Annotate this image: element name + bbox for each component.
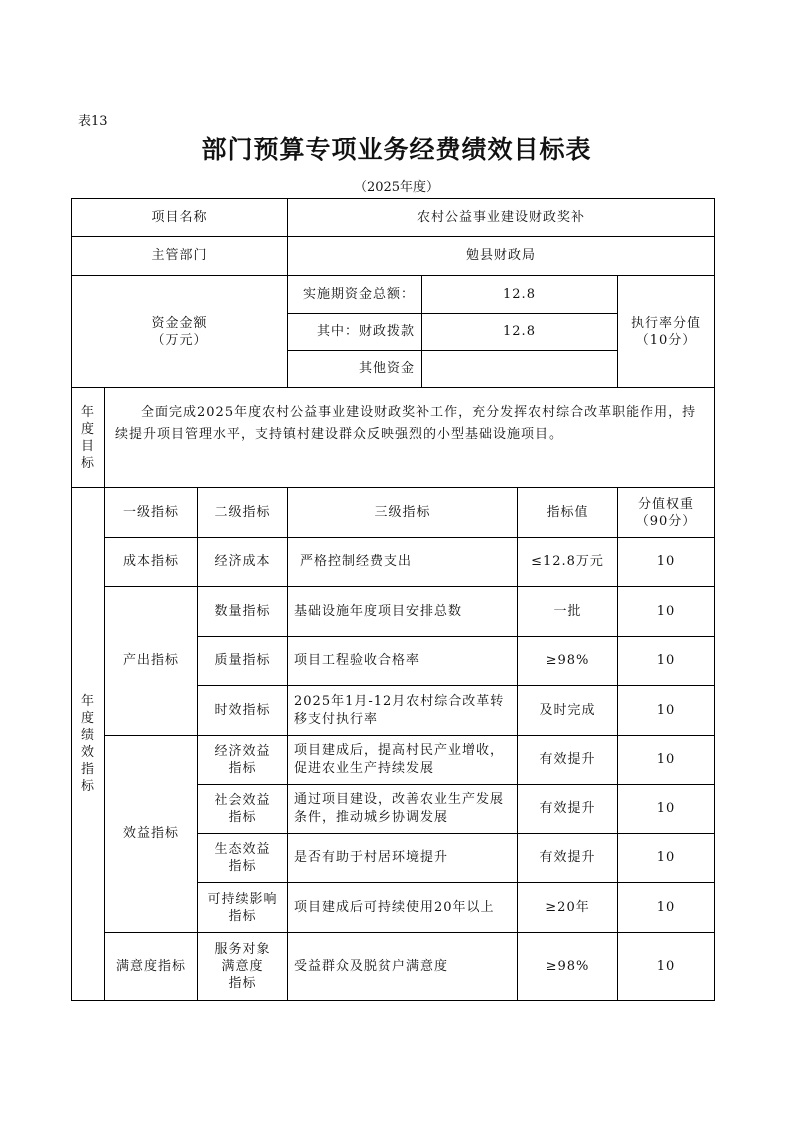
indicator-weight: 10 — [656, 801, 676, 816]
indicator-weight: 10 — [656, 958, 676, 974]
header-level2: 二级指标 — [214, 504, 271, 520]
indicator-value: 有效提升 — [539, 801, 596, 816]
level2-line: 指标 — [228, 761, 257, 776]
level2-line: 可持续影响 — [207, 891, 278, 907]
indicator-level2: 经济成本 — [214, 554, 271, 569]
indicator-level3: 通过项目建设，改善农业生产发展条件，推动城乡协调发展 — [294, 792, 505, 825]
header-level1: 一级指标 — [122, 504, 179, 520]
weight-line2: （90分） — [635, 513, 697, 529]
page-title: 部门预算专项业务经费绩效目标表 — [201, 135, 592, 164]
indicator-value: 有效提升 — [539, 850, 596, 865]
indicator-value: 一批 — [553, 603, 582, 619]
level2-line: 满意度 — [221, 959, 264, 974]
execution-rate-score — [618, 276, 714, 387]
indicator-level3: 是否有助于村居环境提升 — [294, 850, 449, 865]
level2-line: 生态效益 — [214, 842, 271, 857]
project-name-value: 农村公益事业建设财政奖补 — [416, 209, 585, 225]
goal-label-char: 标 — [80, 455, 95, 471]
annual-goal-text: 全面完成2025年度农村公益事业建设财政奖补工作，充分发挥农村综合改革职能作用，持续提升项目管理水平，支持镇村建设群众反映强烈的小型基础设施项目。 — [115, 405, 697, 442]
weight-line1: 分值权重 — [637, 496, 694, 512]
level2-line: 服务对象 — [214, 942, 271, 957]
annual-goal-label — [72, 388, 104, 487]
rate-line2: （10分） — [635, 332, 697, 348]
level1-benefit: 效益指标 — [122, 826, 179, 841]
side-label-char: 指 — [80, 762, 95, 777]
level2-line: 社会效益 — [214, 793, 271, 808]
level2-line: 指标 — [228, 810, 257, 825]
indicator-level2 — [198, 785, 287, 833]
indicator-level2: 质量指标 — [214, 653, 271, 668]
fiscal-funds-label: 其中：财政拨款 — [316, 324, 415, 339]
table-number: 表13 — [78, 114, 108, 129]
indicator-weight: 10 — [656, 653, 676, 668]
indicator-level3: 严格控制经费支出 — [300, 554, 413, 569]
fiscal-year: （2025年度） — [353, 180, 440, 195]
funds-amount-label — [72, 276, 287, 387]
indicator-level2 — [198, 834, 287, 882]
project-name-label: 项目名称 — [151, 209, 208, 225]
level1-satisfaction: 满意度指标 — [115, 958, 186, 974]
level2-line: 指标 — [228, 976, 257, 991]
side-label-char: 绩 — [80, 728, 95, 743]
fiscal-funds-value: 12.8 — [503, 324, 536, 339]
indicator-weight: 10 — [656, 899, 676, 915]
header-value: 指标值 — [546, 504, 589, 520]
funds-label-line2: （万元） — [151, 332, 208, 348]
indicator-level2 — [198, 736, 287, 784]
level1-output: 产出指标 — [122, 653, 179, 668]
performance-indicator-label — [72, 488, 104, 1000]
other-funds-label: 其他资金 — [358, 361, 415, 376]
side-label-char: 标 — [80, 779, 95, 794]
side-label-char: 效 — [80, 745, 95, 760]
goal-label-char: 年 — [80, 404, 95, 420]
indicator-value: ≥98% — [545, 958, 590, 974]
level2-line: 指标 — [228, 859, 257, 874]
other-funds-value — [422, 351, 617, 387]
header-level3: 三级指标 — [374, 504, 431, 520]
indicator-value: 及时完成 — [539, 702, 596, 718]
indicator-level3: 项目建成后，提高村民产业增收，促进农业生产持续发展 — [294, 743, 505, 776]
level2-line: 经济效益 — [214, 744, 271, 759]
indicator-level2 — [198, 933, 287, 1000]
indicator-value: ≤12.8万元 — [531, 554, 604, 569]
header-weight — [618, 488, 714, 537]
funds-label-line1: 资金金额 — [151, 315, 208, 331]
indicator-weight: 10 — [656, 752, 676, 767]
department-value: 勉县财政局 — [465, 248, 536, 263]
indicator-level2 — [198, 883, 287, 932]
indicator-level3: 受益群众及脱贫户满意度 — [294, 958, 449, 974]
indicator-weight: 10 — [656, 554, 676, 569]
indicator-level3: 基础设施年度项目安排总数 — [294, 603, 463, 619]
indicator-level3: 项目建成后可持续使用20年以上 — [294, 899, 495, 915]
indicator-value: ≥98% — [545, 653, 590, 668]
indicator-level3: 2025年1月-12月农村综合改革转移支付执行率 — [294, 693, 505, 727]
rate-line1: 执行率分值 — [630, 315, 701, 331]
indicator-weight: 10 — [656, 702, 676, 718]
goal-label-char: 目 — [80, 438, 95, 454]
level1-cost: 成本指标 — [122, 554, 179, 569]
indicator-weight: 10 — [656, 603, 676, 619]
side-label-char: 年 — [80, 694, 95, 709]
department-label: 主管部门 — [151, 248, 208, 263]
indicator-value: ≥20年 — [545, 899, 590, 915]
indicator-level2: 数量指标 — [214, 603, 271, 619]
indicator-level2: 时效指标 — [214, 702, 271, 718]
goal-label-char: 度 — [80, 421, 95, 437]
total-funds-label: 实施期资金总额： — [302, 286, 415, 302]
indicator-level3: 项目工程验收合格率 — [294, 653, 421, 668]
indicator-value: 有效提升 — [539, 752, 596, 767]
level2-line: 指标 — [228, 908, 257, 924]
total-funds-value: 12.8 — [503, 286, 536, 302]
indicator-weight: 10 — [656, 850, 676, 865]
side-label-char: 度 — [80, 711, 95, 726]
